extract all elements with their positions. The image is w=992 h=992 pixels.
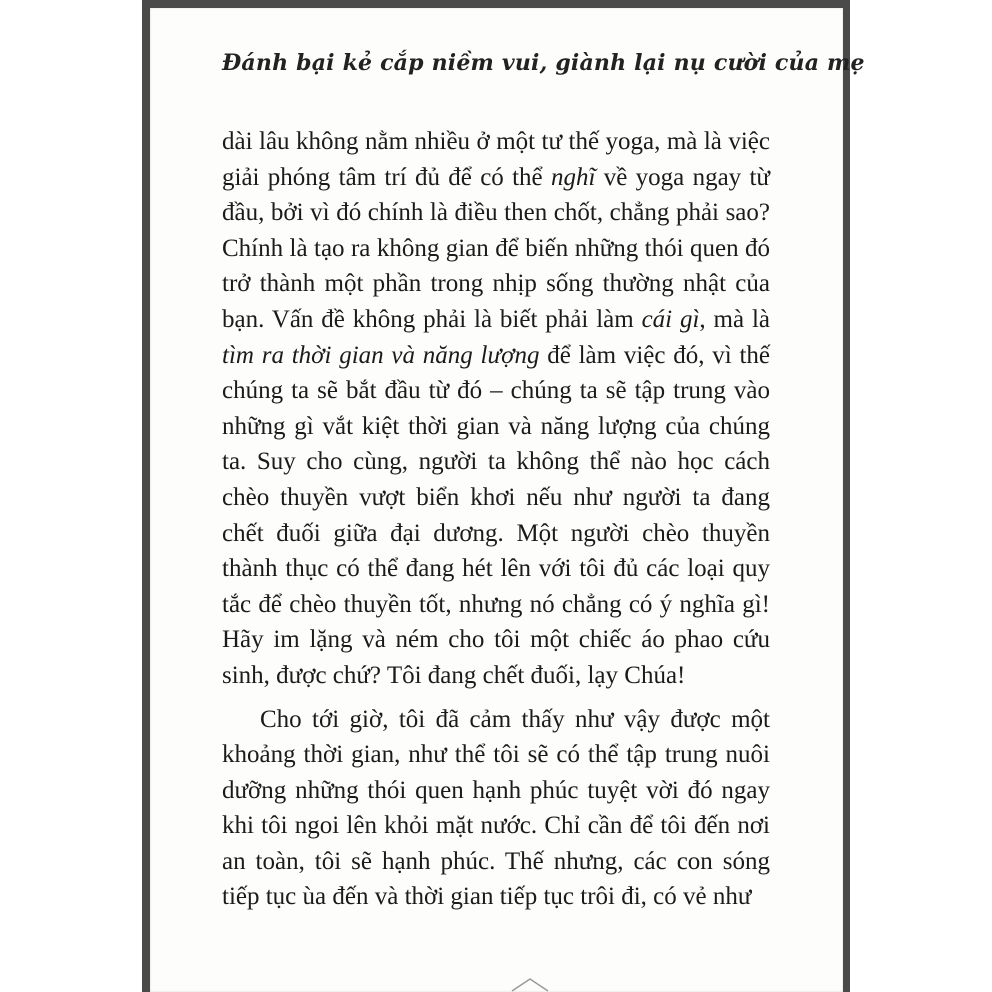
paragraph-1-italic-1: nghĩ — [550, 163, 596, 191]
page-turn-chevron-icon — [510, 975, 550, 992]
paragraph-1 — [222, 124, 770, 694]
paragraph-2: Cho tới giờ, tôi đã cảm thấy như vậy được một khoảng thời gian, như thể tôi sẽ có thể tập trung nuôi dưỡng những thói quen hạnh phúc tuyệt vời đó ngay khi tôi ngoi lên khỏi mặt nước. Chỉ cần để tôi đến nơi an toàn, tôi sẽ hạnh phúc. Thế nhưng, các con sóng tiếp tục ùa đến và thời gian tiếp tục trôi đi, có vẻ như — [222, 705, 770, 911]
right-margin — [850, 0, 992, 992]
body-text — [222, 124, 770, 915]
paragraph-1-segment-4: để làm việc đó, vì thế chúng ta sẽ bắt đầu từ đó – chúng ta sẽ tập trung vào những gì vắt kiệt thời gian và năng lượng của chúng ta. Suy cho cùng, người ta không thể nào học cách chèo thuyền vượt biển khơi nếu như người ta đang chết đuối giữa đại dương. Một người chèo thuyền thành thục có thể đang hét lên với tôi đủ các loại quy tắc để chèo thuyền tốt, nhưng nó chẳng có ý nghĩa gì! Hãy im lặng và ném cho tôi một chiếc áo phao cứu sinh, được chứ? Tôi đang chết đuối, lạy Chúa! — [222, 341, 770, 689]
paragraph-1-italic-3: tìm ra thời gian và năng lượng — [222, 341, 540, 369]
running-header: Đánh bại kẻ cắp niềm vui, giành lại nụ cười của mẹ — [222, 50, 865, 76]
paragraph-1-segment-2: về yoga ngay từ đầu, bởi vì đó chính là điều then chốt, chẳng phải sao? Chính là tạo ra không gian để biến những thói quen đó trở thành một phần trong nhịp sống thường nhật của bạn. Vấn đề không phải là biết phải làm — [222, 163, 770, 333]
paragraph-1-italic-2: cái gì — [641, 305, 700, 333]
paragraph-1-segment-1: dài lâu không nằm nhiều ở một tư thế yoga, mà là việc giải phóng tâm trí đủ để có thể — [222, 128, 770, 191]
paragraph-1-segment-3: , mà là — [699, 305, 770, 333]
left-margin — [0, 0, 142, 992]
